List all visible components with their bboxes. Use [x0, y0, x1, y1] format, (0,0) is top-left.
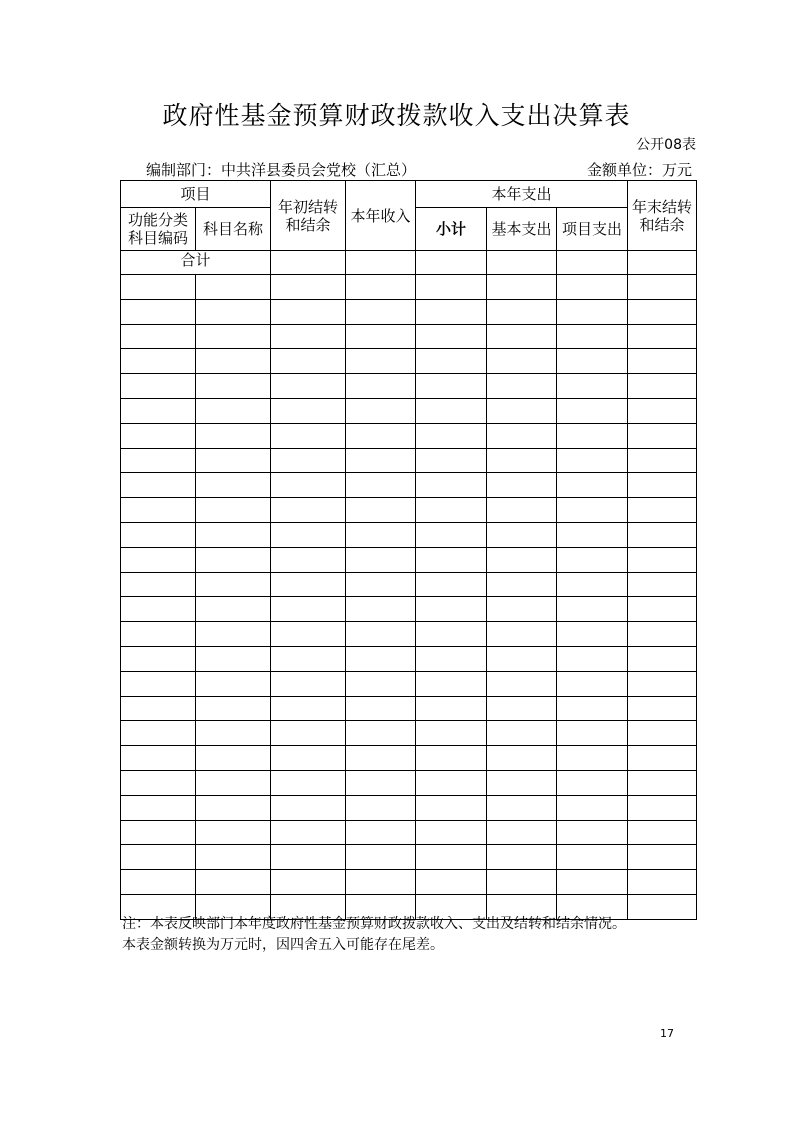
table-cell	[121, 423, 196, 448]
total-cell	[346, 251, 416, 275]
table-cell	[121, 324, 196, 349]
table-cell	[416, 795, 487, 820]
table-cell	[557, 572, 628, 597]
table-cell	[487, 746, 557, 771]
table-cell	[271, 795, 346, 820]
table-cell	[487, 498, 557, 523]
table-cell	[271, 374, 346, 399]
table-cell	[346, 646, 416, 671]
table-cell	[628, 671, 697, 696]
header-basic-expense: 基本支出	[487, 208, 557, 251]
table-cell	[196, 795, 271, 820]
header-current-expense: 本年支出	[416, 181, 628, 208]
table-cell	[121, 845, 196, 870]
table-cell	[628, 746, 697, 771]
table-cell	[487, 671, 557, 696]
table-cell	[628, 299, 697, 324]
table-cell	[196, 522, 271, 547]
table-cell	[346, 622, 416, 647]
table-cell	[346, 870, 416, 895]
table-row	[121, 820, 697, 845]
table-cell	[271, 448, 346, 473]
header-subtotal: 小计	[416, 208, 487, 251]
table-row	[121, 275, 697, 300]
table-cell	[121, 522, 196, 547]
table-cell	[487, 622, 557, 647]
table-cell	[487, 324, 557, 349]
table-cell	[271, 299, 346, 324]
table-cell	[416, 374, 487, 399]
total-label: 合计	[121, 251, 271, 275]
table-cell	[271, 522, 346, 547]
table-cell	[557, 820, 628, 845]
table-cell	[628, 275, 697, 300]
table-cell	[196, 547, 271, 572]
table-cell	[196, 646, 271, 671]
table-row	[121, 349, 697, 374]
table-row	[121, 572, 697, 597]
table-cell	[121, 746, 196, 771]
table-cell	[416, 349, 487, 374]
table-cell	[271, 845, 346, 870]
table-cell	[196, 746, 271, 771]
table-cell	[557, 770, 628, 795]
table-cell	[487, 696, 557, 721]
table-cell	[416, 646, 487, 671]
table-cell	[121, 299, 196, 324]
header-item-group: 项目	[121, 181, 271, 208]
table-cell	[121, 374, 196, 399]
table-cell	[557, 374, 628, 399]
table-cell	[628, 349, 697, 374]
table-cell	[628, 795, 697, 820]
table-cell	[416, 522, 487, 547]
table-cell	[416, 448, 487, 473]
table-cell	[628, 572, 697, 597]
table-row	[121, 423, 697, 448]
table-cell	[196, 572, 271, 597]
table-cell	[487, 423, 557, 448]
table-cell	[487, 820, 557, 845]
table-cell	[196, 473, 271, 498]
budget-table	[120, 180, 697, 920]
table-cell	[628, 547, 697, 572]
table-cell	[487, 572, 557, 597]
table-cell	[121, 349, 196, 374]
table-row	[121, 646, 697, 671]
table-cell	[346, 696, 416, 721]
table-cell	[487, 721, 557, 746]
table-cell	[628, 423, 697, 448]
table-row	[121, 473, 697, 498]
table-cell	[487, 646, 557, 671]
table-cell	[271, 275, 346, 300]
table-cell	[196, 870, 271, 895]
table-cell	[271, 349, 346, 374]
total-cell	[628, 251, 697, 275]
table-cell	[416, 572, 487, 597]
table-cell	[628, 894, 697, 919]
table-cell	[346, 349, 416, 374]
table-cell	[271, 398, 346, 423]
table-cell	[346, 795, 416, 820]
table-cell	[121, 622, 196, 647]
table-cell	[271, 473, 346, 498]
table-cell	[416, 423, 487, 448]
table-cell	[271, 820, 346, 845]
table-row	[121, 770, 697, 795]
table-cell	[628, 448, 697, 473]
header-func-code: 功能分类科目编码	[121, 208, 196, 251]
table-cell	[628, 820, 697, 845]
table-cell	[416, 597, 487, 622]
table-cell	[346, 721, 416, 746]
table-cell	[557, 795, 628, 820]
total-row	[121, 251, 697, 275]
table-cell	[271, 746, 346, 771]
table-cell	[271, 646, 346, 671]
table-row	[121, 299, 697, 324]
table-cell	[346, 473, 416, 498]
table-cell	[196, 324, 271, 349]
table-cell	[121, 646, 196, 671]
table-cell	[416, 820, 487, 845]
table-row	[121, 746, 697, 771]
table-cell	[487, 597, 557, 622]
table-cell	[557, 646, 628, 671]
table-cell	[121, 498, 196, 523]
table-row	[121, 398, 697, 423]
table-cell	[121, 870, 196, 895]
table-cell	[121, 820, 196, 845]
table-cell	[271, 622, 346, 647]
header-opening-balance: 年初结转和结余	[271, 181, 346, 251]
table-cell	[416, 721, 487, 746]
table-cell	[346, 374, 416, 399]
table-cell	[557, 324, 628, 349]
table-cell	[271, 696, 346, 721]
table-cell	[557, 423, 628, 448]
table-row	[121, 870, 697, 895]
table-cell	[346, 820, 416, 845]
table-cell	[557, 275, 628, 300]
table-cell	[487, 275, 557, 300]
table-cell	[628, 374, 697, 399]
table-cell	[346, 299, 416, 324]
table-cell	[271, 671, 346, 696]
table-cell	[416, 845, 487, 870]
table-cell	[346, 498, 416, 523]
table-cell	[196, 398, 271, 423]
table-cell	[416, 696, 487, 721]
footnote	[122, 914, 626, 956]
table-cell	[628, 646, 697, 671]
table-cell	[487, 299, 557, 324]
header-subject-name: 科目名称	[196, 208, 271, 251]
table-cell	[628, 696, 697, 721]
table-cell	[628, 845, 697, 870]
table-cell	[487, 770, 557, 795]
table-cell	[196, 299, 271, 324]
table-cell	[121, 770, 196, 795]
table-cell	[121, 795, 196, 820]
table-row	[121, 721, 697, 746]
page-number: 17	[660, 1027, 674, 1040]
table-cell	[121, 572, 196, 597]
department-label: 编制部门：中共洋县委员会党校（汇总）	[146, 161, 417, 179]
table-cell	[416, 622, 487, 647]
total-cell	[416, 251, 487, 275]
table-cell	[346, 845, 416, 870]
table-row	[121, 522, 697, 547]
table-cell	[196, 622, 271, 647]
table-cell	[196, 498, 271, 523]
table-cell	[271, 324, 346, 349]
table-cell	[196, 820, 271, 845]
table-cell	[346, 671, 416, 696]
table-cell	[557, 622, 628, 647]
table-cell	[416, 275, 487, 300]
table-cell	[416, 498, 487, 523]
total-cell	[557, 251, 628, 275]
table-cell	[121, 696, 196, 721]
table-cell	[557, 870, 628, 895]
table-cell	[271, 770, 346, 795]
table-cell	[121, 671, 196, 696]
table-cell	[196, 845, 271, 870]
table-cell	[196, 671, 271, 696]
form-code: 公开08表	[636, 137, 696, 153]
table-cell	[416, 547, 487, 572]
table-cell	[196, 597, 271, 622]
table-cell	[121, 721, 196, 746]
table-cell	[121, 275, 196, 300]
table-body	[121, 275, 697, 920]
table-cell	[487, 349, 557, 374]
table-cell	[487, 870, 557, 895]
table-cell	[628, 324, 697, 349]
header-closing-balance: 年末结转和结余	[628, 181, 697, 251]
table-row	[121, 795, 697, 820]
table-cell	[271, 572, 346, 597]
table-cell	[557, 498, 628, 523]
table-cell	[557, 696, 628, 721]
table-cell	[487, 398, 557, 423]
table-cell	[557, 398, 628, 423]
table-cell	[557, 845, 628, 870]
table-cell	[628, 870, 697, 895]
table-row	[121, 448, 697, 473]
budget-table-container	[120, 180, 697, 920]
table-cell	[557, 299, 628, 324]
table-row	[121, 324, 697, 349]
table-cell	[416, 299, 487, 324]
table-row	[121, 498, 697, 523]
table-cell	[346, 746, 416, 771]
header-current-income: 本年收入	[346, 181, 416, 251]
table-cell	[487, 547, 557, 572]
table-cell	[557, 746, 628, 771]
table-cell	[121, 448, 196, 473]
table-cell	[346, 770, 416, 795]
table-cell	[346, 275, 416, 300]
table-cell	[557, 473, 628, 498]
table-row	[121, 671, 697, 696]
table-cell	[416, 770, 487, 795]
table-row	[121, 622, 697, 647]
table-cell	[557, 522, 628, 547]
table-cell	[346, 547, 416, 572]
table-cell	[121, 547, 196, 572]
table-cell	[196, 770, 271, 795]
table-cell	[487, 845, 557, 870]
table-cell	[121, 597, 196, 622]
table-cell	[271, 547, 346, 572]
table-cell	[271, 423, 346, 448]
table-cell	[628, 597, 697, 622]
table-cell	[121, 473, 196, 498]
total-cell	[487, 251, 557, 275]
table-cell	[196, 374, 271, 399]
table-row	[121, 696, 697, 721]
table-cell	[196, 275, 271, 300]
table-row	[121, 547, 697, 572]
table-cell	[416, 398, 487, 423]
table-cell	[416, 324, 487, 349]
table-cell	[487, 374, 557, 399]
table-cell	[628, 770, 697, 795]
footnote-line-2: 本表金额转换为万元时，因四舍五入可能存在尾差。	[122, 937, 444, 953]
table-cell	[487, 795, 557, 820]
table-cell	[557, 671, 628, 696]
table-cell	[196, 423, 271, 448]
table-cell	[487, 448, 557, 473]
table-cell	[271, 597, 346, 622]
table-cell	[487, 473, 557, 498]
table-cell	[346, 324, 416, 349]
table-cell	[346, 522, 416, 547]
table-cell	[196, 696, 271, 721]
table-cell	[487, 522, 557, 547]
table-cell	[346, 572, 416, 597]
table-cell	[628, 721, 697, 746]
table-cell	[557, 721, 628, 746]
table-cell	[271, 870, 346, 895]
table-cell	[557, 448, 628, 473]
table-cell	[557, 597, 628, 622]
total-cell	[271, 251, 346, 275]
table-cell	[346, 423, 416, 448]
table-cell	[196, 448, 271, 473]
header-project-expense: 项目支出	[557, 208, 628, 251]
table-cell	[416, 473, 487, 498]
table-row	[121, 845, 697, 870]
table-cell	[346, 597, 416, 622]
table-cell	[416, 870, 487, 895]
table-cell	[628, 522, 697, 547]
table-cell	[271, 498, 346, 523]
page-title: 政府性基金预算财政拨款收入支出决算表	[162, 101, 631, 130]
table-cell	[557, 349, 628, 374]
footnote-line-1: 注：本表反映部门本年度政府性基金预算财政拨款收入、支出及结转和结余情况。	[122, 916, 626, 932]
table-cell	[121, 398, 196, 423]
table-cell	[196, 721, 271, 746]
table-row	[121, 374, 697, 399]
table-cell	[416, 746, 487, 771]
table-cell	[416, 671, 487, 696]
table-cell	[196, 349, 271, 374]
table-cell	[628, 398, 697, 423]
table-cell	[346, 398, 416, 423]
table-cell	[346, 448, 416, 473]
table-cell	[271, 721, 346, 746]
table-cell	[628, 622, 697, 647]
table-cell	[557, 547, 628, 572]
table-cell	[628, 473, 697, 498]
table-row	[121, 597, 697, 622]
unit-label: 金额单位：万元	[586, 161, 692, 179]
table-cell	[628, 498, 697, 523]
